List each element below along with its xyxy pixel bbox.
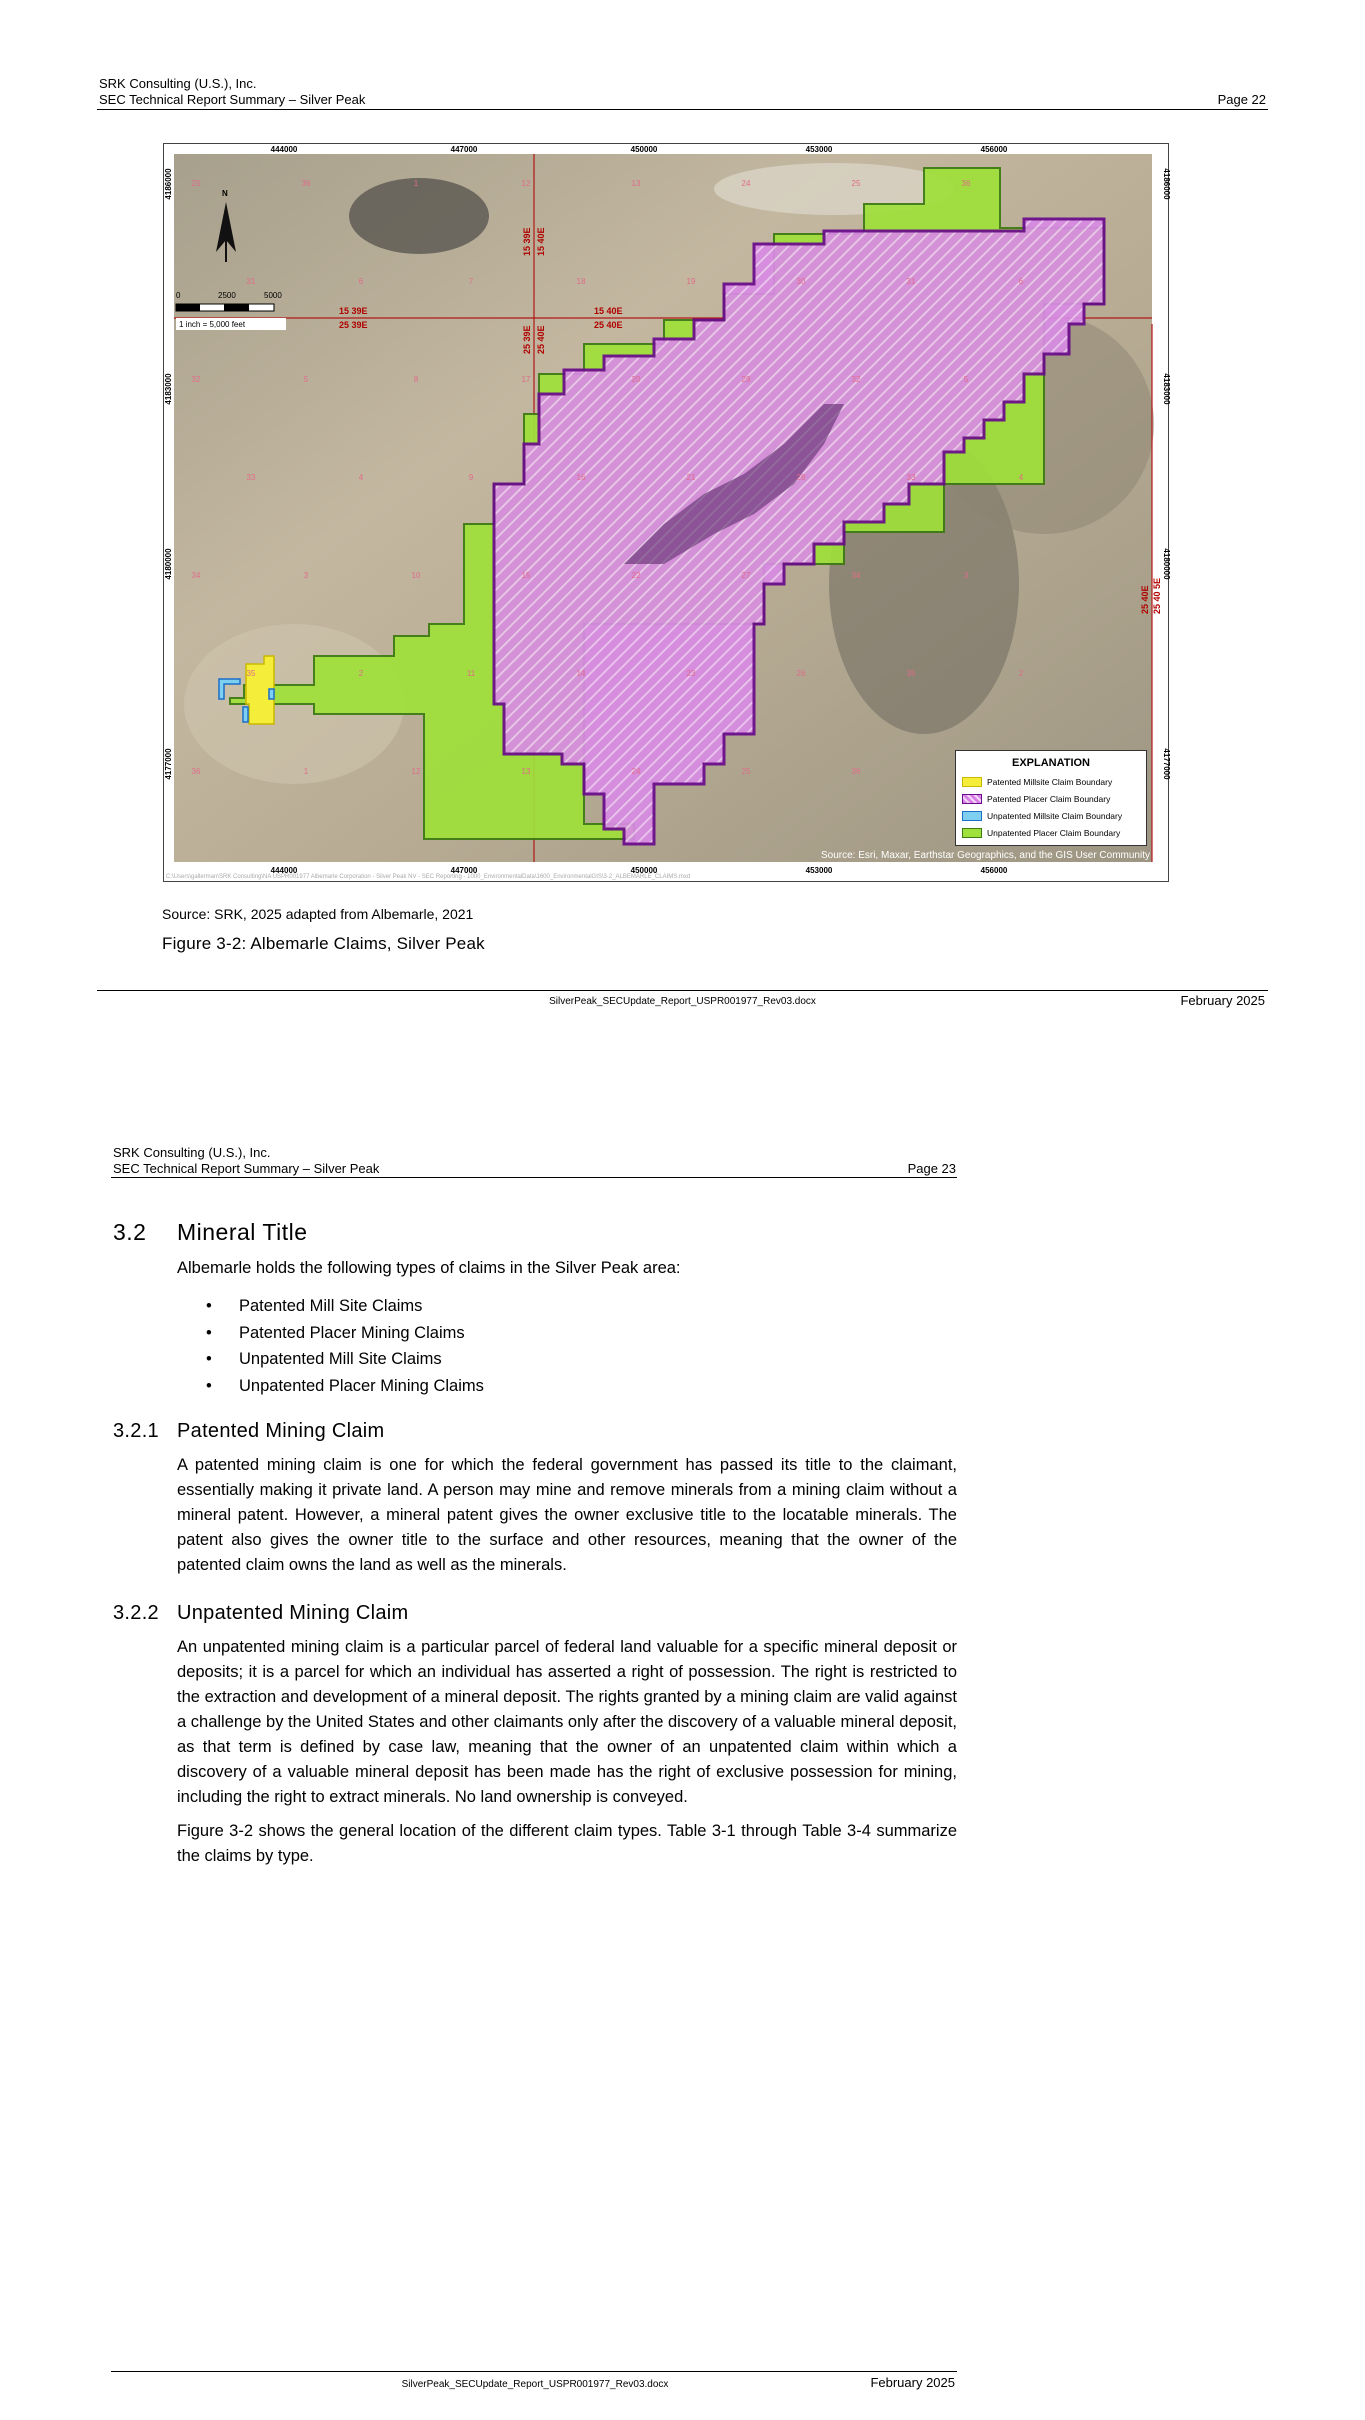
legend-item-patented-millsite <box>956 773 1146 790</box>
left-axis-ticks <box>164 168 173 780</box>
footer-rule <box>111 2371 957 2372</box>
section-number-label: 3 <box>303 571 309 580</box>
legend-swatch-unpatented-placer <box>962 828 982 838</box>
header-company: SRK Consulting (U.S.), Inc. <box>113 1145 271 1160</box>
bottom-tick-label: 453000 <box>805 866 833 875</box>
section-number-label: 1 <box>413 179 419 188</box>
section-number-label: 21 <box>686 473 696 482</box>
legend-label-unpatented-placer: Unpatented Placer Claim Boundary <box>987 827 1121 838</box>
section-number-label: 9 <box>468 473 474 482</box>
range-label-4: 25 40E <box>594 320 623 330</box>
footer-date: February 2025 <box>870 2375 955 2390</box>
patented-claim-paragraph: A patented mining claim is one for which the federal government has passed its title to the claimant, essentially making it private land. A person may mine and remove minerals from a mining claim without a mineral patent. However, a mineral patent gives the owner exclusive title to the locatable minerals. The patent also gives the owner title to the surface and other resources, meaning that the owner of the patented claim owns the land as well as the minerals. <box>177 1456 957 1574</box>
list-item: • Unpatented Placer Mining Claims <box>177 1373 484 1400</box>
section-number-label: 34 <box>191 571 201 580</box>
section-number-label: 18 <box>576 277 586 286</box>
scale-label-2500: 2500 <box>218 291 236 300</box>
section-number-label: 8 <box>413 375 419 384</box>
section-number-label: 12 <box>411 767 421 776</box>
section-number-label: 24 <box>741 179 751 188</box>
section-number-label: 19 <box>686 277 696 286</box>
unpatented-claim-paragraph: An unpatented mining claim is a particular parcel of federal land valuable for a specific mineral deposit or deposits; it is a parcel for which an individual has asserted a right of possession. The right is restricted to the extraction and development of a mineral deposit. The rights granted by a mining claim are valid against a challenge by the United States and other claimants only after the discovery of a valuable mineral deposit, as that term is defined by case law, meaning that the owner of an unpatented claim within which a discovery of a valuable mineral deposit has been made has the right of exclusive possession for mining, including the right to extract minerals. No land ownership is conveyed. <box>177 1638 957 1806</box>
section-number-label: 36 <box>301 179 311 188</box>
section-number-label: 29 <box>741 375 751 384</box>
top-tick-label: 456000 <box>980 145 1008 154</box>
right-tick-label: 4186000 <box>1162 168 1171 200</box>
section-number-label: 16 <box>576 473 586 482</box>
section-number-label: 22 <box>631 571 641 580</box>
section-number-label: 4 <box>358 473 364 482</box>
section-number-label: 15 <box>521 571 531 580</box>
range-label-7: 25 39E <box>522 325 532 354</box>
section-number-label: 6 <box>358 277 364 286</box>
legend-label-unpatented-millsite: Unpatented Millsite Claim Boundary <box>987 810 1123 821</box>
section-number: 3.2 <box>113 1219 147 1245</box>
north-label: N <box>222 189 228 198</box>
section-number-label: 34 <box>851 571 861 580</box>
legend-item-patented-placer <box>956 790 1146 807</box>
figure-source: Source: SRK, 2025 adapted from Albemarle, 2021 <box>162 906 474 922</box>
section-number-label: 13 <box>521 767 531 776</box>
section-number-label: 28 <box>796 473 806 482</box>
section-number-label: 2 <box>1018 669 1024 678</box>
unpatented-millsite-claim-2 <box>243 707 248 722</box>
section-number-label: 36 <box>851 767 861 776</box>
header-report-title: SEC Technical Report Summary – Silver Peak <box>99 92 366 107</box>
section-number-label: 33 <box>246 473 256 482</box>
legend-swatch-unpatented-millsite <box>962 811 982 821</box>
header-rule <box>111 1177 957 1178</box>
range-label-2: 25 39E <box>339 320 368 330</box>
section-number-label: 25 <box>191 179 201 188</box>
right-tick-label: 4180000 <box>1162 548 1171 580</box>
footer-filename: SilverPeak_SECUpdate_Report_USPR001977_Rev03.docx <box>401 2379 669 2390</box>
left-tick-label: 4186000 <box>164 168 173 200</box>
section-number-label: 31 <box>246 277 256 286</box>
page-number: Page 23 <box>907 1161 956 1176</box>
section-number-label: 11 <box>466 669 476 678</box>
legend-swatch-patented-placer <box>962 794 982 804</box>
range-label-5: 15 39E <box>522 227 532 256</box>
section-number-label: 25 <box>741 767 751 776</box>
range-label-6: 15 40E <box>536 227 546 256</box>
subsection-title: Patented Mining Claim <box>177 1420 385 1442</box>
section-number-label: 5 <box>963 375 969 384</box>
top-tick-label: 444000 <box>270 145 298 154</box>
section-intro: Albemarle holds the following types of claims in the Silver Peak area: <box>177 1259 681 1277</box>
legend-label-patented-millsite: Patented Millsite Claim Boundary <box>987 776 1113 787</box>
section-number-label: 17 <box>521 375 531 384</box>
section-number-label: 24 <box>631 767 641 776</box>
scale-label-0: 0 <box>176 291 181 300</box>
scale-label-5000: 5000 <box>264 291 282 300</box>
range-label-3: 15 40E <box>594 306 623 316</box>
page-number: Page 22 <box>1217 92 1266 107</box>
subsection-number: 3.2.1 <box>113 1420 159 1442</box>
top-axis-ticks <box>271 145 1008 154</box>
section-number-label: 13 <box>631 179 641 188</box>
list-item: • Patented Placer Mining Claims <box>177 1320 484 1347</box>
section-number-label: 36 <box>191 767 201 776</box>
footer-filename: SilverPeak_SECUpdate_Report_USPR001977_Rev03.docx <box>549 996 816 1007</box>
map-file-path: C:\Users\gallerman\SRK Consulting\NA USPR001977 Albemarle Corporation - Silver Peak NV - SEC Reporting - 1000_EnvironmentalData\1600_EnvironmentalGIS\3-2_ALBEMARLE_CLAIMS.mxd <box>166 874 691 880</box>
section-number-label: 20 <box>631 375 641 384</box>
section-number-label: 33 <box>906 473 916 482</box>
section-number-label: 23 <box>686 669 696 678</box>
terrain-dark-basin <box>349 178 489 254</box>
section-number-label: 5 <box>303 375 309 384</box>
map-legend <box>955 750 1147 846</box>
figure-reference-paragraph: Figure 3-2 shows the general location of the different claim types. Table 3-1 through Table 3-4 summarize the claims by type. <box>177 1822 957 1865</box>
top-tick-label: 447000 <box>450 145 478 154</box>
left-tick-label: 4183000 <box>164 373 173 405</box>
legend-title: EXPLANATION <box>1011 757 1091 769</box>
subsection-title: Unpatented Mining Claim <box>177 1602 409 1624</box>
scale-bar <box>176 304 274 311</box>
scale-caption: 1 inch = 5,000 feet <box>179 320 246 329</box>
range-label-1: 15 39E <box>339 306 368 316</box>
subsection-number: 3.2.2 <box>113 1602 159 1624</box>
section-number-label: 3 <box>963 571 969 580</box>
footer-date: February 2025 <box>1180 993 1265 1008</box>
range-label-9: 25 40E <box>1140 585 1150 614</box>
unpatented-millsite-claim-3 <box>269 689 274 699</box>
right-tick-label: 4177000 <box>1162 748 1171 780</box>
bottom-tick-label: 447000 <box>450 866 478 875</box>
section-number-label: 30 <box>796 277 806 286</box>
section-number-label: 25 <box>851 179 861 188</box>
header-report-title: SEC Technical Report Summary – Silver Peak <box>113 1161 380 1176</box>
footer-rule <box>97 990 1268 991</box>
right-tick-label: 4183000 <box>1162 373 1171 405</box>
left-tick-label: 4180000 <box>164 548 173 580</box>
bottom-tick-label: 450000 <box>630 866 658 875</box>
section-number-label: 35 <box>246 669 256 678</box>
claims-map <box>163 143 1169 882</box>
section-number-label: 31 <box>906 277 916 286</box>
bottom-tick-label: 456000 <box>980 866 1008 875</box>
section-number-label: 32 <box>191 375 201 384</box>
section-number-label: 12 <box>521 179 531 188</box>
section-number-label: 26 <box>796 669 806 678</box>
section-number-label: 36 <box>961 179 971 188</box>
section-number-label: 14 <box>576 669 586 678</box>
legend-item-unpatented-millsite <box>956 807 1146 824</box>
section-number-label: 27 <box>741 571 751 580</box>
section-number-label: 32 <box>851 375 861 384</box>
legend-label-patented-placer: Patented Placer Claim Boundary <box>987 793 1111 804</box>
section-number-label: 2 <box>358 669 364 678</box>
list-item: • Patented Mill Site Claims <box>177 1293 484 1320</box>
section-number-label: 1 <box>303 767 309 776</box>
section-number-label: 6 <box>1018 277 1024 286</box>
imagery-credit: Source: Esri, Maxar, Earthstar Geographics, and the GIS User Community <box>820 850 1150 861</box>
top-tick-label: 453000 <box>805 145 833 154</box>
legend-item-unpatented-placer <box>956 824 1146 841</box>
left-tick-label: 4177000 <box>164 748 173 780</box>
header-company: SRK Consulting (U.S.), Inc. <box>99 76 257 91</box>
bottom-tick-label: 444000 <box>270 866 298 875</box>
section-number-label: 10 <box>411 571 421 580</box>
range-label-8: 25 40E <box>536 325 546 354</box>
figure-caption: Figure 3-2: Albemarle Claims, Silver Peak <box>162 934 485 953</box>
section-number-label: 4 <box>1018 473 1024 482</box>
claim-type-list <box>177 1293 484 1399</box>
section-number-label: 35 <box>906 669 916 678</box>
header-rule <box>97 109 1268 110</box>
list-item: • Unpatented Mill Site Claims <box>177 1346 484 1373</box>
top-tick-label: 450000 <box>630 145 658 154</box>
right-axis-ticks <box>1162 168 1171 780</box>
legend-swatch-patented-millsite <box>962 777 982 787</box>
section-title: Mineral Title <box>177 1219 308 1245</box>
range-label-10: 25 40 5E <box>1152 577 1162 614</box>
section-number-label: 7 <box>468 277 474 286</box>
